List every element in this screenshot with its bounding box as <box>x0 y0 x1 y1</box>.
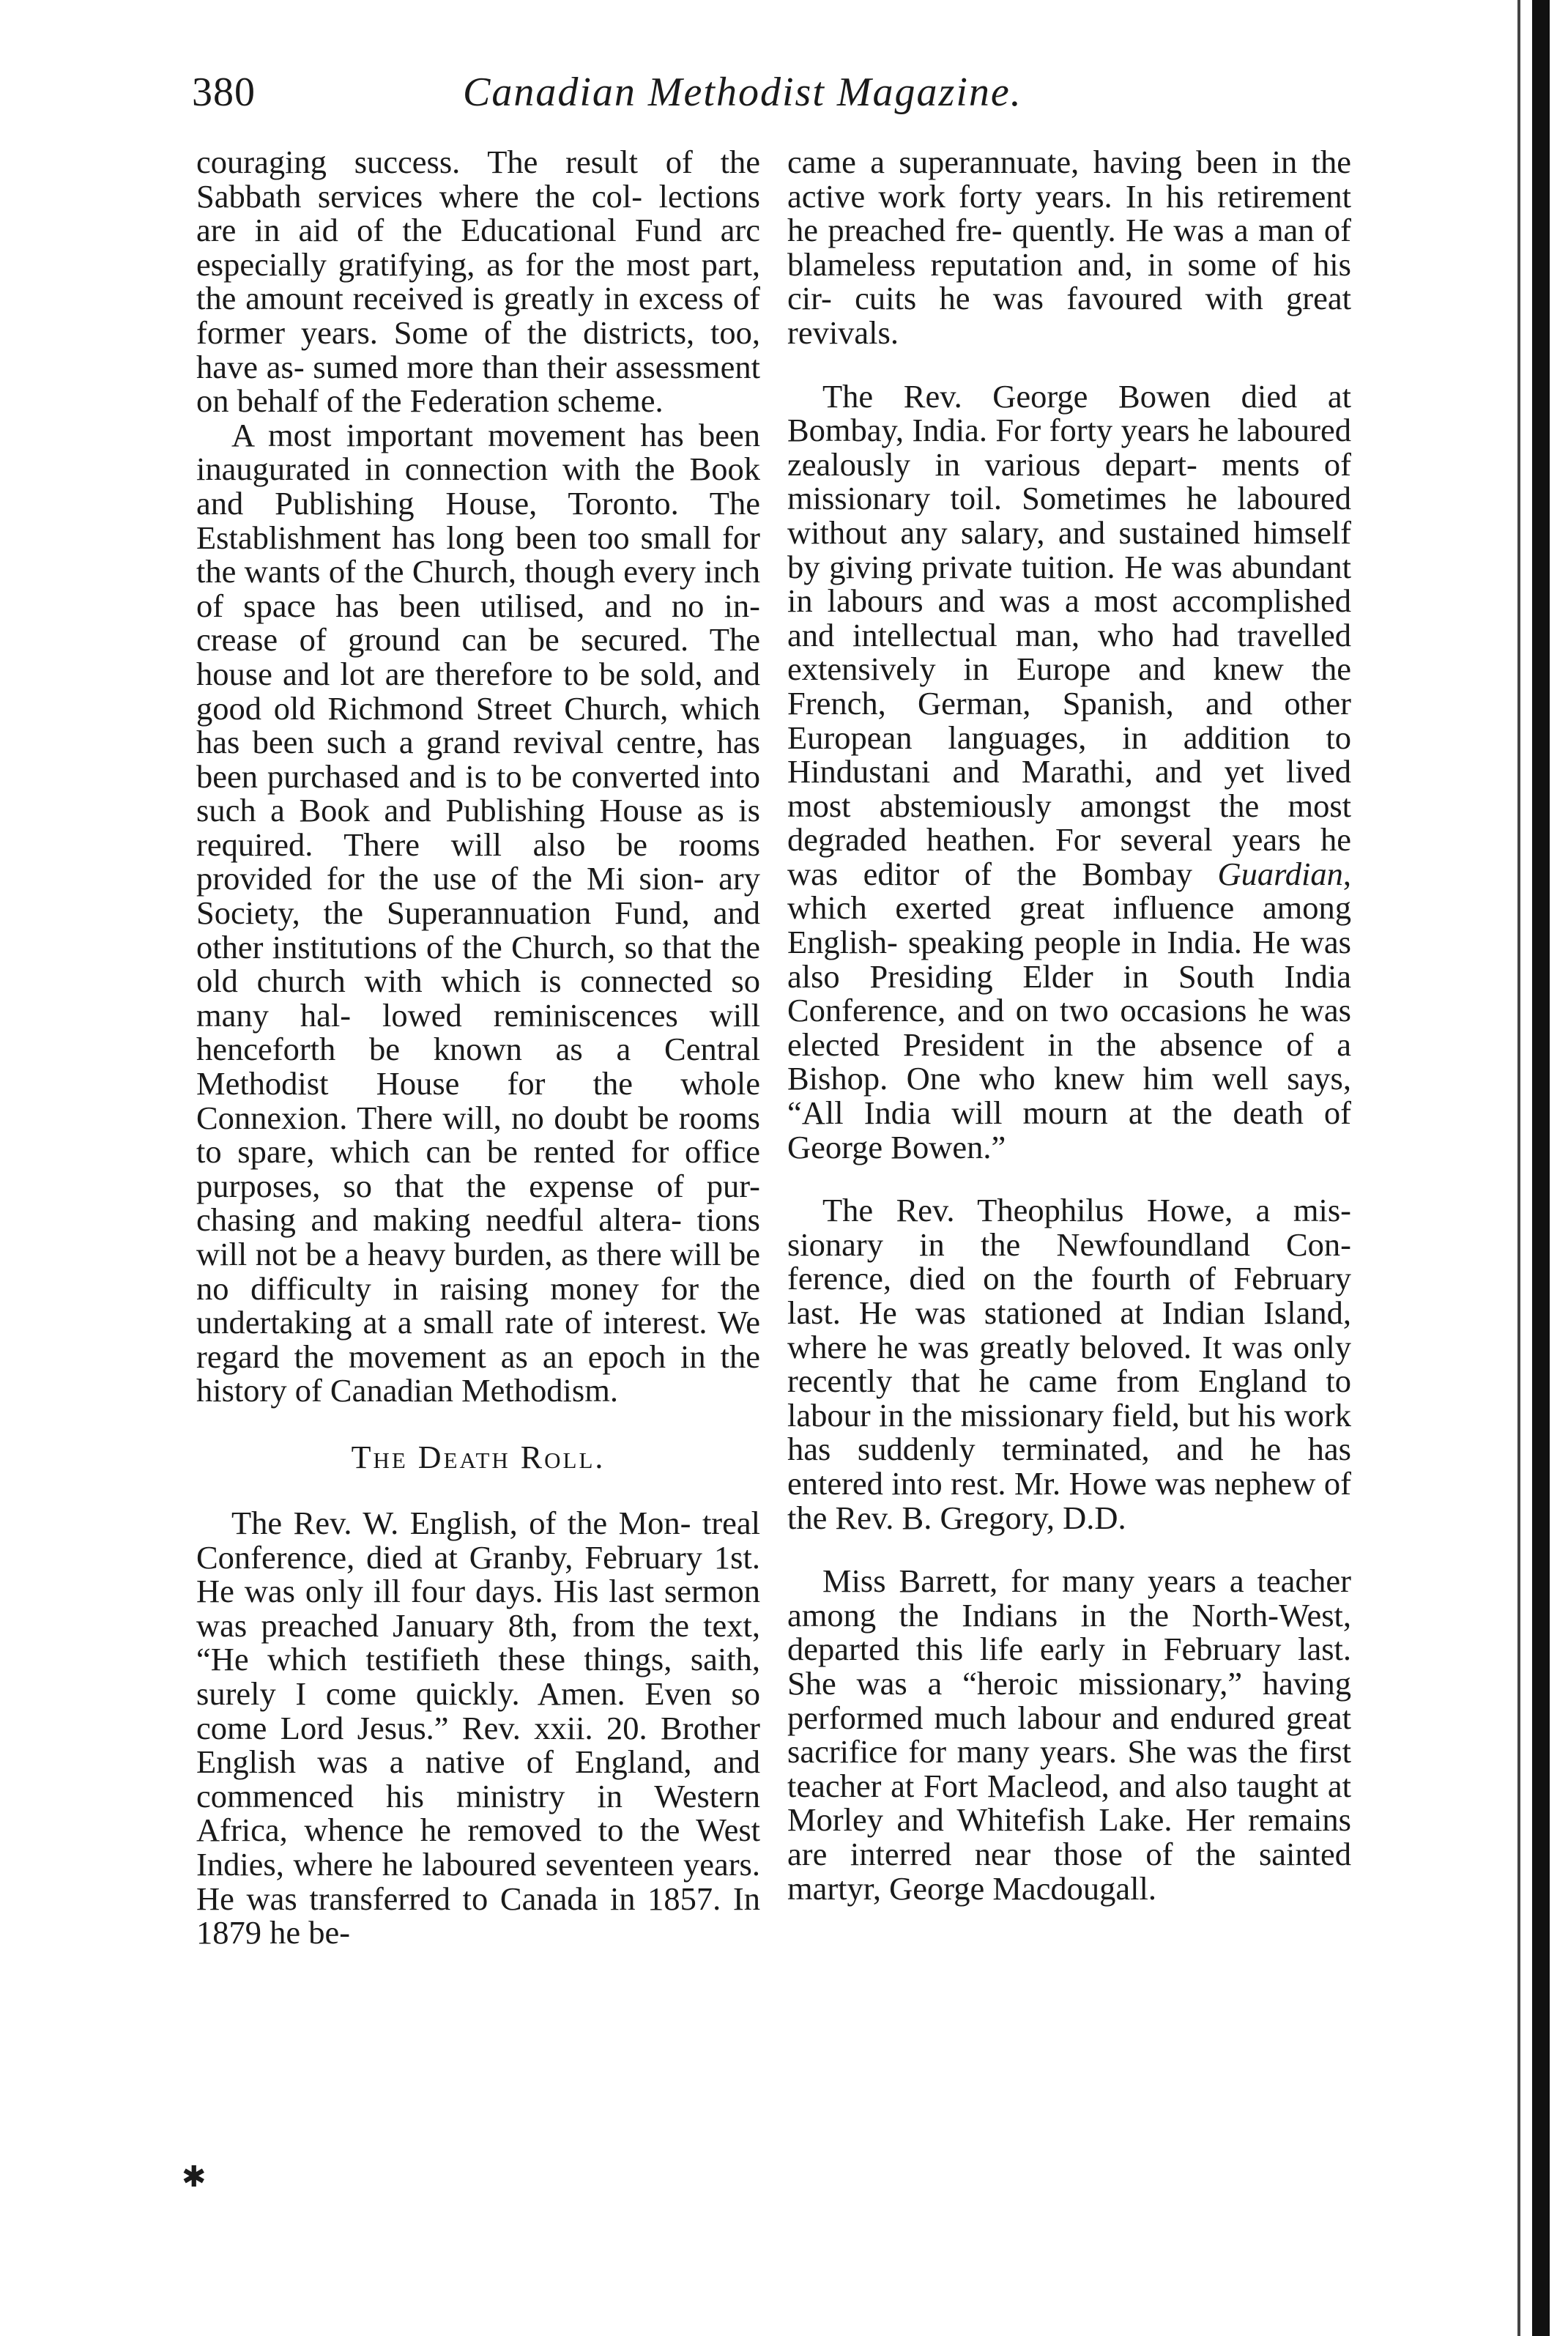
paragraph-miss-barrett: Miss Barrett, for many years a teacher among the Indians in the North-West, departed this life early in February last. She was a “heroic missionary,” having performed much labour and endured great sacrifice for many years. She was the first teacher at Fort Macleod, and also taught at Morley and Whitefish Lake. Her remains are interred near those of the sainted martyr, George Macdougall. <box>787 1562 1351 1907</box>
bowen-text-after: , which exerted great influence among English- speaking people in India. He was also Presiding Elder in South India Conference, and on two occasions he was elected President in the absence of a Bishop. One who knew him well says, “All India will mourn at the death of George Bowen.” <box>787 855 1351 1165</box>
paragraph-english-continued: came a superannuate, having been in the active work forty years. In his retirement he preached fre- quently. He was a man of blameless reputation and, in some of his cir- cuits he was favoured with great revivals. <box>787 144 1351 351</box>
paragraph-rev-howe: The Rev. Theophilus Howe, a mis- sionary in the Newfoundland Con- ference, died on the fourth of February last. He was stationed at Indian Island, where he was greatly beloved. It was only recently that he came from England to labour in the missionary field, but his work has suddenly terminated, and he has entered into rest. Mr. Howe was nephew of the Rev. B. Gregory, D.D. <box>787 1192 1351 1536</box>
page-header <box>192 63 1349 122</box>
printer-mark-icon: ✱ <box>182 2160 207 2193</box>
right-column <box>787 145 1351 1905</box>
paragraph-separator <box>787 1535 1351 1564</box>
section-heading-death-roll: The Death Roll. <box>351 1439 606 1475</box>
bowen-italic-guardian: Guardian <box>1217 855 1343 892</box>
left-column <box>196 145 760 1950</box>
scan-edge-line <box>1517 0 1520 2336</box>
scan-edge-bar <box>1532 0 1550 2336</box>
paragraph-separator <box>787 350 1351 379</box>
page-number: 380 <box>192 70 256 115</box>
paragraph-rev-bowen <box>787 379 1351 1165</box>
bowen-text-before: The Rev. George Bowen died at Bombay, India. For forty years he laboured zealously in various depart- ments of missionary toil. Sometimes he laboured without any salary, and sustained himself by giving private tuition. He was abundant in labours and was a most accomplished and intellectual man, who had travelled extensively in Europe and knew the French, German, Spanish, and other European languages, in addition to Hindustani and Marathi, and yet lived most abstemiously amongst the most degraded heathen. For several years he was editor of the Bombay <box>787 377 1351 892</box>
paragraph-educational-fund: couraging success. The result of the Sabbath services where the col- lections are in aid of the Educational Fund arc especially gratifying, as for the most part, the amount received is greatly in excess of former years. Some of the districts, too, have as- sumed more than their assessment on behalf of the Federation scheme. <box>196 144 760 420</box>
paragraph-separator <box>787 1164 1351 1193</box>
paragraph-rev-english: The Rev. W. English, of the Mon- treal Conference, died at Granby, February 1st. He was only ill four days. His last sermon was preached January 8th, from the text, “He which testifieth these things, saith, surely I come quickly. Amen. Even so come Lord Jesus.” Rev. xxii. 20. Brother English was a native of England, and commenced his ministry in Western Africa, whence he removed to the West Indies, where he laboured seventeen years. He was transferred to Canada in 1857. In 1879 he be- <box>196 1504 760 1951</box>
paragraph-book-publishing-house: A most important movement has been inaugurated in connection with the Book and Publishing House, Toronto. The Establishment has long been too small for the wants of the Church, though every inch of space has been utilised, and no in- crease of ground can be secured. The house and lot are therefore to be sold, and good old Richmond Street Church, which has been such a grand revival centre, has been purchased and is to be converted into such a Book and Publishing House as is required. There will also be rooms provided for the use of the Mi sion- ary Society, the Superannuation Fund, and other institutions of the Church, so that the old church with which is connected so many hal- lowed reminiscences will henceforth be known as a Central Methodist House for the whole Connexion. There will, no doubt be rooms to spare, which can be rented for office purposes, so that the expense of pur- chasing and making needful altera- tions will not be a heavy burden, as there will be no difficulty in raising money for the undertaking at a small rate of interest. We regard the movement as an epoch in the history of Canadian Methodism. <box>196 416 760 1409</box>
running-title: Canadian Methodist Magazine. <box>463 70 1022 115</box>
